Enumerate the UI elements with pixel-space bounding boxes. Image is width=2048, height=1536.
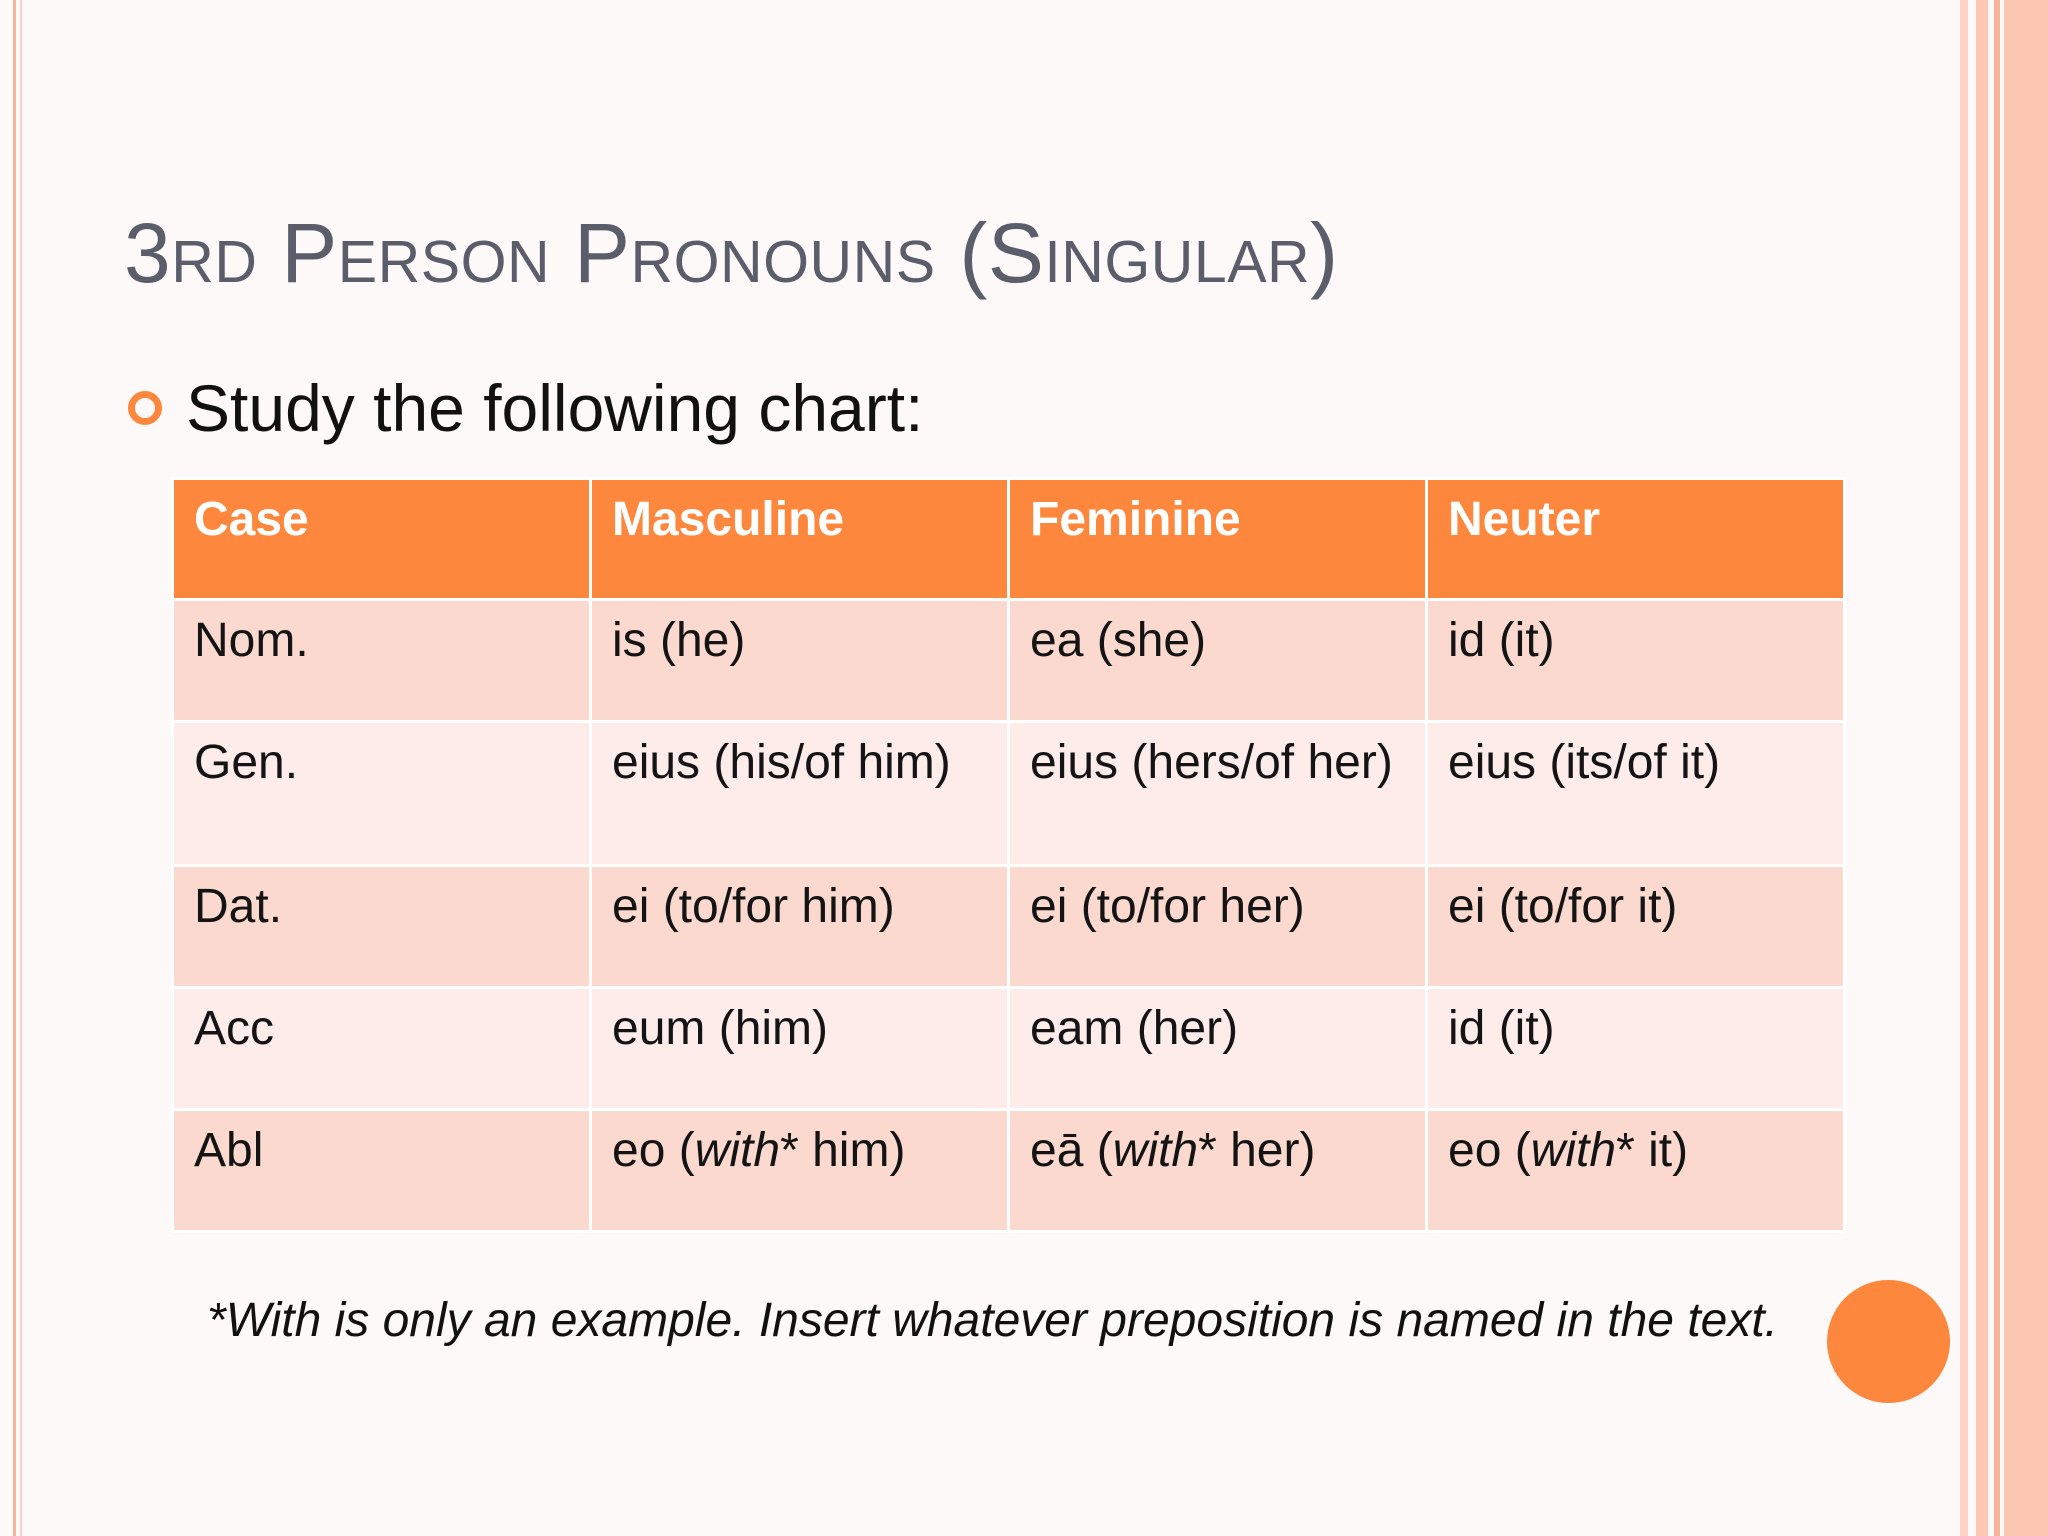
left-border-stripe bbox=[13, 0, 16, 1536]
table-row bbox=[173, 1110, 1845, 1232]
table-row bbox=[173, 600, 1845, 722]
cell-masculine: eius (his/of him) bbox=[591, 722, 1009, 866]
cell-emphasis: with bbox=[1112, 1124, 1199, 1177]
cell-feminine: eam (her) bbox=[1009, 988, 1427, 1110]
cell-case: Gen. bbox=[173, 722, 591, 866]
table-row bbox=[173, 866, 1845, 988]
pronoun-table bbox=[171, 477, 1846, 1233]
cell-masculine: eum (him) bbox=[591, 988, 1009, 1110]
bullet-item bbox=[128, 370, 923, 446]
cell-feminine: eius (hers/of her) bbox=[1009, 722, 1427, 866]
cell-neuter: ei (to/for it) bbox=[1427, 866, 1845, 988]
cell-feminine: ea (she) bbox=[1009, 600, 1427, 722]
cell-masculine: is (he) bbox=[591, 600, 1009, 722]
cell-text: * him) bbox=[780, 1124, 906, 1177]
cell-case: Abl bbox=[173, 1110, 591, 1232]
header-masculine: Masculine bbox=[591, 479, 1009, 600]
cell-neuter bbox=[1427, 1110, 1845, 1232]
bullet-text: Study the following chart: bbox=[186, 371, 924, 445]
right-border-stripe-3 bbox=[1994, 0, 2000, 1536]
cell-case: Acc bbox=[173, 988, 591, 1110]
cell-text: * it) bbox=[1616, 1124, 1689, 1177]
header-case: Case bbox=[173, 479, 591, 600]
cell-neuter: eius (its/of it) bbox=[1427, 722, 1845, 866]
cell-neuter: id (it) bbox=[1427, 988, 1845, 1110]
header-feminine: Feminine bbox=[1009, 479, 1427, 600]
cell-emphasis: with bbox=[694, 1124, 781, 1177]
table-row bbox=[173, 988, 1845, 1110]
slide-title: 3rd Person Pronouns (Singular) bbox=[124, 206, 1339, 300]
cell-case: Dat. bbox=[173, 866, 591, 988]
left-border-stripe-inner bbox=[20, 0, 22, 1536]
right-border-stripe-1 bbox=[1960, 0, 1968, 1536]
cell-neuter: id (it) bbox=[1427, 600, 1845, 722]
cell-text: eā ( bbox=[1030, 1124, 1113, 1177]
right-border-stripe-4 bbox=[2004, 0, 2048, 1536]
cell-text: eo ( bbox=[612, 1124, 695, 1177]
cell-emphasis: with bbox=[1530, 1124, 1617, 1177]
cell-feminine: ei (to/for her) bbox=[1009, 866, 1427, 988]
cell-text: eo ( bbox=[1448, 1124, 1531, 1177]
cell-masculine: ei (to/for him) bbox=[591, 866, 1009, 988]
cell-text: * her) bbox=[1198, 1124, 1316, 1177]
table-header-row bbox=[173, 479, 1845, 600]
cell-feminine bbox=[1009, 1110, 1427, 1232]
cell-masculine bbox=[591, 1110, 1009, 1232]
header-neuter: Neuter bbox=[1427, 479, 1845, 600]
table-row bbox=[173, 722, 1845, 866]
right-border-stripe-2 bbox=[1976, 0, 1988, 1536]
orange-circle-icon bbox=[1827, 1280, 1950, 1403]
footnote: *With is only an example. Insert whatever preposition is named in the text. bbox=[207, 1294, 1779, 1347]
ring-bullet-icon bbox=[128, 391, 162, 425]
cell-case: Nom. bbox=[173, 600, 591, 722]
